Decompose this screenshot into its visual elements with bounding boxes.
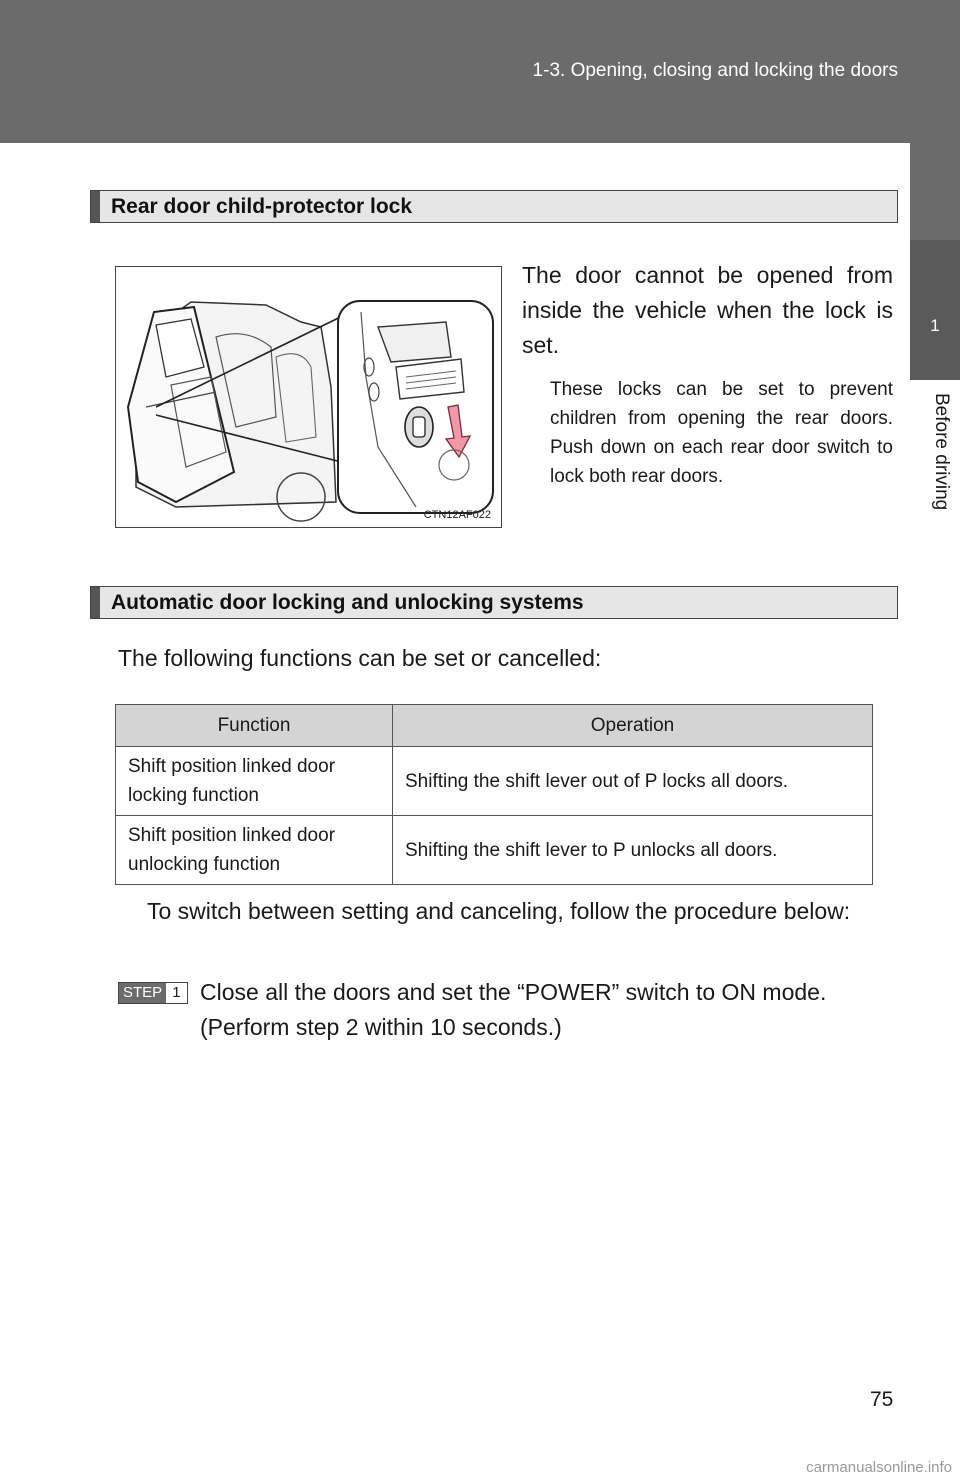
- functions-table: [115, 704, 873, 885]
- table-cell: Shift position linked door locking function: [116, 747, 393, 816]
- side-tab-number: 1: [930, 316, 940, 335]
- note-text: These locks can be set to prevent children from opening the rear doors. Push down on each rear door switch to lock both rear doors.: [550, 379, 893, 487]
- table-cell: Shift position linked door unlocking function: [116, 816, 393, 885]
- watermark: carmanualsonline.info: [806, 1459, 952, 1476]
- table-row: [116, 816, 873, 885]
- page-header: [0, 0, 960, 143]
- step-text: [200, 975, 900, 1045]
- section-title: Automatic door locking and unlocking systems: [111, 591, 584, 614]
- table-cell: Shifting the shift lever to P unlocks all doors.: [393, 816, 873, 885]
- side-tab-strip: [910, 240, 960, 380]
- figure-code: CTN12AF022: [423, 509, 491, 521]
- step-subtext: (Perform step 2 within 10 seconds.): [200, 1014, 562, 1040]
- intro-text: The door cannot be opened from inside the vehicle when the lock is set.: [522, 262, 893, 358]
- column-header: Function: [116, 705, 393, 747]
- procedure-intro: To switch between setting and canceling, follow the procedure below:: [147, 898, 851, 924]
- table-cell: Shifting the shift lever out of P locks all doors.: [393, 747, 873, 816]
- step-badge-number: 1: [166, 983, 186, 1003]
- table-header-row: [116, 705, 873, 747]
- section-heading-auto-lock: [90, 586, 898, 619]
- side-tab: [910, 143, 960, 240]
- table-row: [116, 747, 873, 816]
- step-badge-label: STEP: [119, 983, 166, 1003]
- door-illustration: [116, 267, 501, 527]
- column-header: Operation: [393, 705, 873, 747]
- step-badge: [118, 982, 188, 1004]
- lead-text: The following functions can be set or cancelled:: [118, 645, 602, 671]
- section-heading-child-lock: [90, 190, 898, 223]
- page-number: 75: [870, 1388, 894, 1411]
- section-title: Rear door child-protector lock: [111, 195, 413, 218]
- header-title: 1-3. Opening, closing and locking the doors: [532, 60, 898, 81]
- heading-marker: [91, 587, 100, 618]
- child-lock-illustration: [115, 266, 502, 528]
- heading-marker: [91, 191, 100, 222]
- side-tab-label: Before driving: [931, 393, 952, 511]
- step-instruction: Close all the doors and set the “POWER” switch to ON mode.: [200, 979, 827, 1005]
